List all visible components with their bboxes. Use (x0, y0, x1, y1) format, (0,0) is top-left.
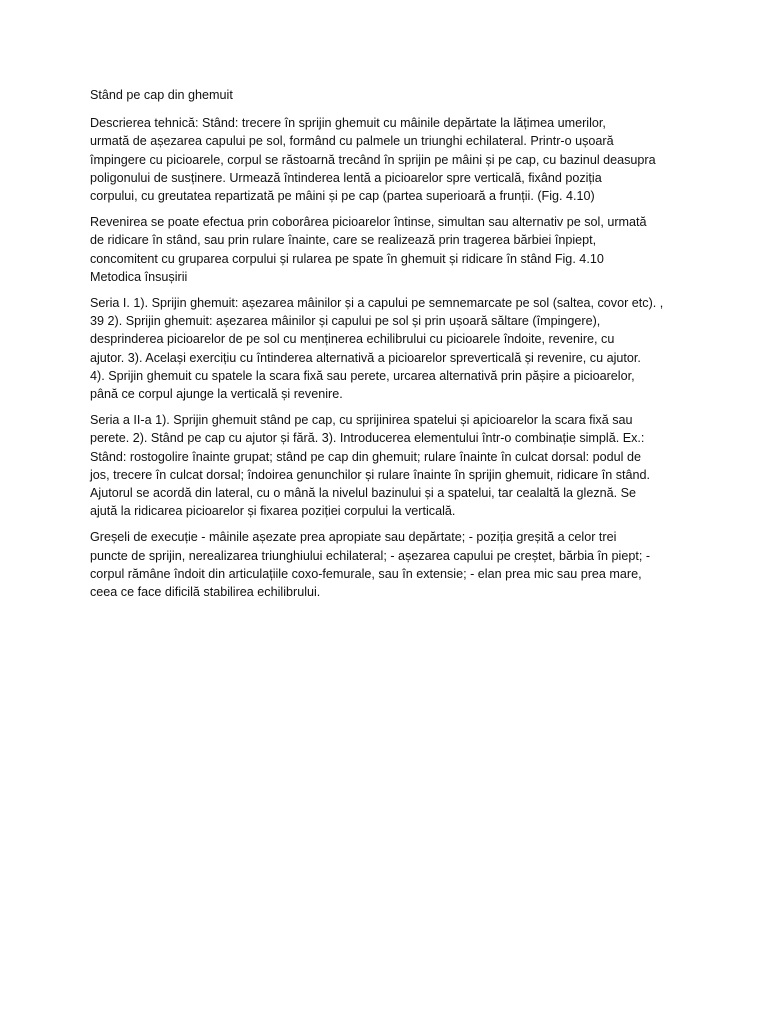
paragraph-return-methodology: Revenirea se poate efectua prin coborârea picioarelor întinse, simultan sau alternativ pe sol, urmată de ridicare în stând, sau prin rulare înainte, care se realizează prin tragerea bărbiei înpiept, concomitent cu gruparea corpului și rularea pe spate în ghemuit și ridicare în stând Fig. 4.10 Metodica însușirii (90, 215, 647, 284)
paragraph-series-one: Seria I. 1). Sprijin ghemuit: așezarea mâinilor și a capului pe semnemarcate pe sol (saltea, covor etc). , 39 2). Sprijin ghemuit: așezarea mâinilor și capului pe sol și prin ușoară săltare (împingere), desprinderea picioarelor de pe sol cu menținerea echilibrului cu picioarele îndoite, revenire, cu ajutor. 3). Același exercițiu cu întinderea alternativă a picioarelor spreverticală și revenire, cu ajutor. 4). Sprijin ghemuit cu spatele la scara fixă sau perete, urcarea alternativă prin pășire a picioarelor, până ce corpul ajunge la verticală și revenire. (90, 296, 664, 402)
paragraph-series-two: Seria a II-a 1). Sprijin ghemuit stând pe cap, cu sprijinirea spatelui și apicioarelor la scara fixă sau perete. 2). Stând pe cap cu ajutor și fără. 3). Introducerea elementului într-o combinație simplă. Ex.: Stând: rostogolire înainte grupat; stând pe cap din ghemuit; rulare înainte în culcat dorsal: podul de jos, trecere în culcat dorsal; îndoirea genunchilor și rulare înainte în sprijin ghemuit, ridicare în stând. Ajutorul se acordă din lateral, cu o mână la nivelul bazinului și a spatelui, tar cealaltă la gleznă. Se ajută la ridicarea picioarelor și fixarea poziției corpului la verticală. (90, 413, 651, 519)
document-title: Stând pe cap din ghemuit (90, 88, 233, 102)
paragraph-execution-errors: Greșeli de execuție - mâinile așezate prea apropiate sau depărtate; - poziția greșită a celor trei puncte de sprijin, nerealizarea triunghiului echilateral; - așezarea capului pe creștet, bărbia în piept; - corpul rămâne îndoit din articulațiile coxo-femurale, sau în extensie; - elan prea mic sau prea mare, ceea ce face dificilă stabilirea echilibrului. (90, 530, 651, 600)
document-page (90, 86, 680, 609)
paragraph-technical-description: Descrierea tehnică: Stând: trecere în sprijin ghemuit cu mâinile depărtate la lățimea umerilor, urmată de așezarea capului pe sol, formând cu palmele un triunghi echilateral. Printr-o ușoară împingere cu picioarele, corpul se răstoarnă trecând în sprijin pe mâini și pe cap, cu bazinul deasupra poligonului de susținere. Urmează întinderea lentă a picioarelor spre verticală, fixând poziția corpului, cu greutatea repartizată pe mâini și pe cap (partea superioară a frunții. (Fig. 4.10) (90, 116, 656, 204)
